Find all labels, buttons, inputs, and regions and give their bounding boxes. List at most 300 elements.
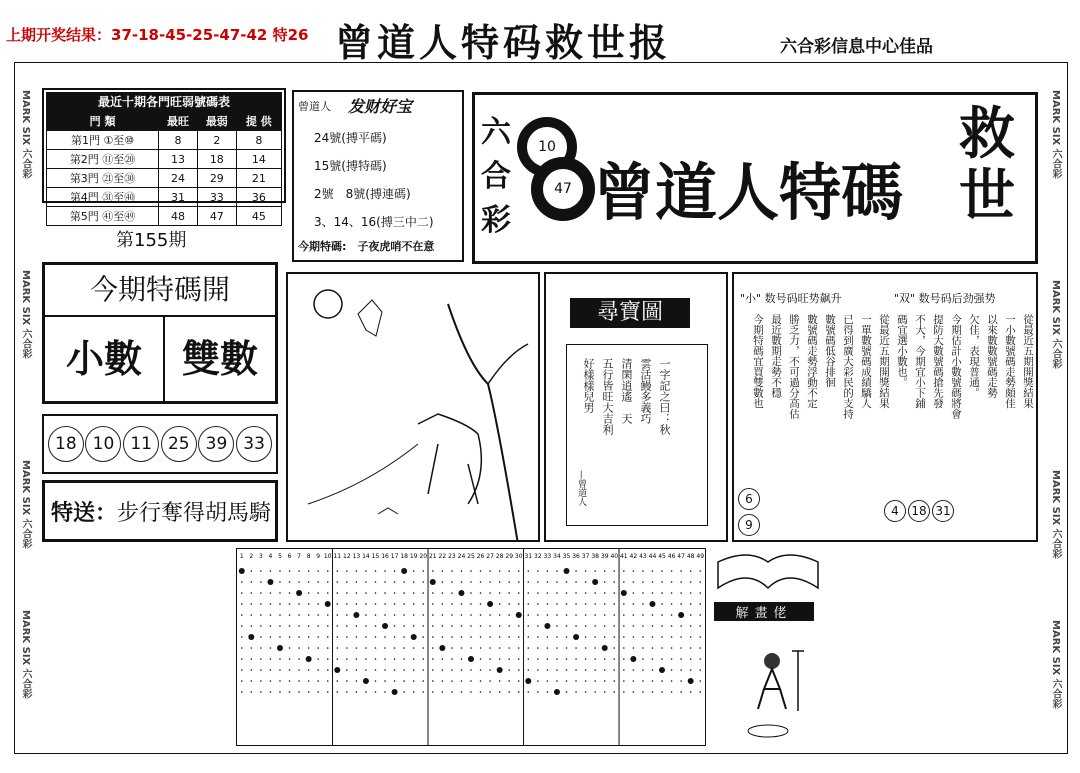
grid-dot xyxy=(298,625,300,627)
grid-dot xyxy=(585,570,587,572)
grid-dot xyxy=(623,680,625,682)
grid-dot xyxy=(461,691,463,693)
grid-dot xyxy=(604,636,606,638)
grid-dot xyxy=(442,636,444,638)
grid-dot xyxy=(403,647,405,649)
grid-dot xyxy=(384,669,386,671)
grid-dot xyxy=(327,680,329,682)
banner-side-char: 六 xyxy=(481,115,511,150)
grid-dot xyxy=(442,680,444,682)
grid-dot xyxy=(289,603,291,605)
grid-dot xyxy=(394,636,396,638)
grid-dot xyxy=(528,614,530,616)
grid-dot xyxy=(432,603,434,605)
grid-dot xyxy=(451,658,453,660)
fortune-heading: 发财好宝 xyxy=(348,97,413,116)
table-cell: 第2門 ⑪至⑳ xyxy=(47,150,159,169)
grid-dot xyxy=(642,614,644,616)
grid-dot xyxy=(585,614,587,616)
grid-dot xyxy=(375,658,377,660)
grid-dot xyxy=(241,625,243,627)
grid-dot xyxy=(585,691,587,693)
table-header-cell: 提 供 xyxy=(236,112,281,131)
grid-dot xyxy=(298,581,300,583)
grid-header-number: 10 xyxy=(323,553,332,560)
grid-dot xyxy=(575,603,577,605)
grid-dot xyxy=(690,592,692,594)
watermark-left-2: MARK SIX 六合彩 xyxy=(20,270,31,359)
grid-dot xyxy=(336,691,338,693)
grid-dot xyxy=(382,623,388,629)
grid-dot xyxy=(556,680,558,682)
grid-dot xyxy=(537,680,539,682)
grid-dot xyxy=(575,691,577,693)
grid-dot xyxy=(365,592,367,594)
grid-header-number: 33 xyxy=(543,553,552,560)
grid-dot xyxy=(556,592,558,594)
grid-dot xyxy=(575,669,577,671)
grid-header-number: 35 xyxy=(562,553,571,560)
grid-dot xyxy=(556,658,558,660)
grid-dot xyxy=(451,680,453,682)
grid-dot xyxy=(613,603,615,605)
table-cell: 33 xyxy=(197,188,236,207)
table-row xyxy=(47,150,282,169)
grid-header-number: 13 xyxy=(352,553,361,560)
grid-dot xyxy=(585,581,587,583)
banner-side-char: 彩 xyxy=(481,203,511,238)
grid-dot xyxy=(528,647,530,649)
grid-dot xyxy=(508,614,510,616)
grid-dot xyxy=(251,592,253,594)
grid-dot xyxy=(470,592,472,594)
grid-dot xyxy=(604,592,606,594)
monkey-drawing xyxy=(708,621,828,751)
grid-dot xyxy=(489,614,491,616)
grid-dot xyxy=(537,570,539,572)
grid-dot xyxy=(356,603,358,605)
grid-dot xyxy=(241,658,243,660)
grid-dot xyxy=(585,592,587,594)
grid-dot xyxy=(594,625,596,627)
grid-dot xyxy=(537,603,539,605)
grid-dot xyxy=(661,680,663,682)
grid-dot xyxy=(403,625,405,627)
grid-dot xyxy=(432,658,434,660)
grid-dot xyxy=(375,625,377,627)
grid-dot xyxy=(537,658,539,660)
grid-dot xyxy=(594,680,596,682)
grid-dot xyxy=(633,592,635,594)
grid-dot xyxy=(461,647,463,649)
grid-dot xyxy=(375,614,377,616)
grid-dot xyxy=(327,691,329,693)
grid-dot xyxy=(375,680,377,682)
puzzle-panel xyxy=(708,548,828,744)
grid-dot xyxy=(298,680,300,682)
grid-dot xyxy=(487,601,493,607)
grid-dot xyxy=(604,658,606,660)
number-circles xyxy=(42,414,278,474)
grid-dot xyxy=(241,614,243,616)
grid-dot xyxy=(642,625,644,627)
grid-dot xyxy=(671,603,673,605)
grid-dot xyxy=(308,669,310,671)
grid-dot xyxy=(260,636,262,638)
grid-dot xyxy=(470,581,472,583)
grid-dot xyxy=(623,669,625,671)
table-cell: 13 xyxy=(159,150,198,169)
grid-dot xyxy=(537,691,539,693)
grid-dot xyxy=(336,603,338,605)
grid-dot xyxy=(375,603,377,605)
grid-dot xyxy=(680,658,682,660)
grid-dot xyxy=(508,647,510,649)
grid-dot xyxy=(394,680,396,682)
grid-dot xyxy=(690,581,692,583)
grid-header-number: 4 xyxy=(268,553,273,560)
grid-dot xyxy=(384,691,386,693)
grid-dot xyxy=(356,570,358,572)
fortune-line: 3、14、16(搏三中二) xyxy=(314,215,434,229)
grid-dot xyxy=(356,658,358,660)
grid-dot xyxy=(260,592,262,594)
grid-dot xyxy=(346,680,348,682)
grid-dot xyxy=(365,636,367,638)
grid-dot xyxy=(680,603,682,605)
grid-dot xyxy=(289,647,291,649)
grid-dot xyxy=(279,669,281,671)
grid-dot xyxy=(480,592,482,594)
grid-dot xyxy=(346,603,348,605)
grid-dot xyxy=(528,636,530,638)
grid-dot xyxy=(699,581,701,583)
fortune-line: 15號(搏特碼) xyxy=(314,159,387,173)
grid-dot xyxy=(346,581,348,583)
grid-dot xyxy=(442,625,444,627)
grid-dot xyxy=(422,570,424,572)
grid-dot xyxy=(363,678,369,684)
grid-dot xyxy=(642,603,644,605)
analysis-columns xyxy=(740,314,1034,494)
grid-dot xyxy=(661,581,663,583)
grid-dot xyxy=(480,691,482,693)
grid-dot xyxy=(537,581,539,583)
grid-dot xyxy=(308,647,310,649)
grid-dot xyxy=(508,603,510,605)
ten-period-table xyxy=(42,88,286,223)
grid-dot xyxy=(661,658,663,660)
grid-dot xyxy=(604,691,606,693)
grid-dot xyxy=(241,636,243,638)
grid-dot xyxy=(566,603,568,605)
grid-dot xyxy=(403,592,405,594)
grid-dot xyxy=(317,680,319,682)
grid-dot xyxy=(279,592,281,594)
grid-dot xyxy=(375,592,377,594)
grid-dot xyxy=(489,647,491,649)
grid-dot xyxy=(461,658,463,660)
publisher: 六合彩信息中心佳品 xyxy=(780,37,933,57)
treasure-col: 雲活鰻多義巧 xyxy=(639,358,652,424)
grid-dot xyxy=(508,592,510,594)
grid-dot xyxy=(633,603,635,605)
grid-dot xyxy=(508,625,510,627)
grid-dot xyxy=(575,680,577,682)
grid-dot xyxy=(442,691,444,693)
grid-dot xyxy=(623,647,625,649)
treasure-map xyxy=(544,272,728,542)
grid-dot xyxy=(633,581,635,583)
grid-dot xyxy=(661,691,663,693)
grid-dot xyxy=(422,636,424,638)
grid-dot xyxy=(289,636,291,638)
grid-dot xyxy=(547,603,549,605)
grid-dot xyxy=(375,691,377,693)
grid-dot xyxy=(442,603,444,605)
grid-header-number: 28 xyxy=(495,553,504,560)
grid-dot xyxy=(251,603,253,605)
grid-dot xyxy=(413,658,415,660)
grid-dot xyxy=(489,636,491,638)
ball-47: 47 xyxy=(531,157,595,221)
grid-dot xyxy=(468,656,474,662)
grid-dot xyxy=(384,603,386,605)
grid-dot xyxy=(642,592,644,594)
grid-dot xyxy=(699,691,701,693)
open-left: 小數 xyxy=(45,317,165,401)
treasure-columns xyxy=(582,358,671,435)
grid-dot xyxy=(334,667,340,673)
grid-dot xyxy=(613,581,615,583)
grid-dot xyxy=(642,647,644,649)
grid-dot xyxy=(365,570,367,572)
grid-header-number: 37 xyxy=(581,553,590,560)
grid-dot xyxy=(623,603,625,605)
treasure-col-heading: 一字記之曰：秋 xyxy=(658,358,671,435)
grid-dot xyxy=(356,625,358,627)
grid-dot xyxy=(518,570,520,572)
grid-dot xyxy=(508,570,510,572)
grid-dot xyxy=(680,592,682,594)
grid-dot xyxy=(260,570,262,572)
analysis-col: 最近數期走勢不穩 xyxy=(770,314,782,398)
grid-header-number: 22 xyxy=(438,553,447,560)
grid-dot xyxy=(403,680,405,682)
grid-dot xyxy=(365,614,367,616)
grid-dot xyxy=(270,636,272,638)
grid-dot xyxy=(317,658,319,660)
grid-dot xyxy=(356,581,358,583)
grid-dot xyxy=(270,669,272,671)
grid-header-number: 25 xyxy=(467,553,475,560)
grid-dot xyxy=(680,636,682,638)
deer-illustration xyxy=(286,272,540,542)
grid-dot xyxy=(461,625,463,627)
grid-dot xyxy=(289,658,291,660)
grid-dot xyxy=(403,614,405,616)
grid-dot xyxy=(442,614,444,616)
grid-dot xyxy=(327,669,329,671)
grid-dot xyxy=(375,669,377,671)
analysis-col: 以來數數號碼走勢 xyxy=(986,314,998,398)
grid-header-number: 42 xyxy=(629,553,638,560)
grid-dot xyxy=(585,647,587,649)
grid-header-number: 11 xyxy=(333,553,342,560)
grid-dot xyxy=(554,689,560,695)
ball-10: 10 xyxy=(517,117,577,177)
grid-dot xyxy=(499,581,501,583)
grid-dot xyxy=(613,570,615,572)
grid-header-number: 27 xyxy=(486,553,494,560)
grid-dot xyxy=(547,647,549,649)
grid-dot xyxy=(239,568,245,574)
grid-dot xyxy=(470,625,472,627)
grid-dot xyxy=(270,570,272,572)
grid-dot xyxy=(602,645,608,651)
grid-dot xyxy=(690,647,692,649)
grid-dot xyxy=(489,658,491,660)
table-cell: 2 xyxy=(197,131,236,150)
grid-dot xyxy=(652,625,654,627)
table xyxy=(46,111,282,226)
grid-dot xyxy=(594,658,596,660)
grid-dot xyxy=(652,680,654,682)
grid-dot xyxy=(432,636,434,638)
grid-dot xyxy=(566,647,568,649)
grid-dot xyxy=(613,658,615,660)
grid-dot xyxy=(470,636,472,638)
grid-dot xyxy=(413,680,415,682)
grid-dot xyxy=(575,581,577,583)
grid-dot xyxy=(661,636,663,638)
grid-dot xyxy=(642,691,644,693)
grid-dot xyxy=(327,625,329,627)
grid-dot xyxy=(432,669,434,671)
grid-dot xyxy=(327,636,329,638)
grid-dot xyxy=(690,614,692,616)
grid-dot xyxy=(680,570,682,572)
open-box xyxy=(42,262,278,404)
grid-dot xyxy=(499,680,501,682)
grid-dot xyxy=(403,658,405,660)
grid-dot xyxy=(279,680,281,682)
grid-dot xyxy=(537,614,539,616)
analysis-col: 今期特碼宜買雙數也 xyxy=(752,314,764,409)
grid-dot xyxy=(633,669,635,671)
grid-dot xyxy=(451,691,453,693)
grid-dot xyxy=(317,570,319,572)
table-header-cell: 門 類 xyxy=(47,112,159,131)
grid-dot xyxy=(604,625,606,627)
grid-dot xyxy=(544,623,550,629)
grid-header-number: 21 xyxy=(428,553,437,560)
grid-dot xyxy=(279,691,281,693)
grid-dot xyxy=(547,592,549,594)
grid-dot xyxy=(260,614,262,616)
grid-dot xyxy=(432,570,434,572)
grid-dot xyxy=(432,592,434,594)
grid-dot xyxy=(296,590,302,596)
grid-dot xyxy=(461,669,463,671)
grid-dot xyxy=(327,592,329,594)
grid-dot xyxy=(566,581,568,583)
grid-dot xyxy=(394,603,396,605)
banner-right-char: 世 xyxy=(959,163,1015,229)
grid-dot xyxy=(413,647,415,649)
grid-dot xyxy=(317,581,319,583)
table-cell: 18 xyxy=(197,150,236,169)
grid-dot xyxy=(384,570,386,572)
grid-dot xyxy=(298,603,300,605)
grid-dot xyxy=(594,614,596,616)
grid-dot xyxy=(508,669,510,671)
grid-dot xyxy=(518,680,520,682)
grid-header-number: 9 xyxy=(316,553,321,560)
grid-dot xyxy=(642,570,644,572)
grid-dot xyxy=(327,658,329,660)
grid-dot xyxy=(575,647,577,649)
grid-dot xyxy=(384,680,386,682)
grid-dot xyxy=(336,570,338,572)
grid-header-number: 30 xyxy=(514,553,523,560)
grid-dot xyxy=(489,669,491,671)
analysis-box xyxy=(732,272,1038,542)
grid-header-number: 32 xyxy=(534,553,542,560)
grid-dot xyxy=(623,614,625,616)
grid-dot xyxy=(279,614,281,616)
grid-dot xyxy=(317,691,319,693)
grid-dot xyxy=(671,669,673,671)
grid-dot xyxy=(671,658,673,660)
fortune-line: 2號 8號(搏連碼) xyxy=(314,187,411,201)
grid-dot xyxy=(327,570,329,572)
grid-dot xyxy=(547,669,549,671)
grid-dot xyxy=(480,647,482,649)
grid-dot xyxy=(566,680,568,682)
grid-dot xyxy=(633,570,635,572)
table-header-cell: 最弱 xyxy=(197,112,236,131)
grid-dot xyxy=(289,614,291,616)
grid-dot xyxy=(633,614,635,616)
grid-dot xyxy=(365,658,367,660)
table-cell: 45 xyxy=(236,207,281,226)
grid-dot xyxy=(317,669,319,671)
grid-dot xyxy=(260,581,262,583)
grid-dot xyxy=(251,680,253,682)
grid-header-number: 31 xyxy=(524,553,533,560)
grid-dot xyxy=(575,570,577,572)
analysis-col: 從最近五期開獎結果 xyxy=(1022,314,1034,409)
grid-header-number: 7 xyxy=(297,553,301,560)
treasure-col: 五行皆旺大吉利 xyxy=(601,358,614,435)
grid-dot xyxy=(394,570,396,572)
grid-dot xyxy=(528,603,530,605)
watermark-left-4: MARK SIX 六合彩 xyxy=(20,610,31,699)
grid-dot xyxy=(623,625,625,627)
grid-dot xyxy=(499,636,501,638)
grid-header-number: 18 xyxy=(400,553,408,560)
grid-dot xyxy=(346,647,348,649)
grid-dot xyxy=(575,592,577,594)
book-icon xyxy=(708,548,828,598)
grid-dot xyxy=(699,614,701,616)
analysis-col: 數號碼走勢浮動不定 xyxy=(806,314,818,409)
grid-dot xyxy=(642,581,644,583)
grid-dot xyxy=(336,625,338,627)
grid-dot xyxy=(365,669,367,671)
grid-dot xyxy=(298,636,300,638)
